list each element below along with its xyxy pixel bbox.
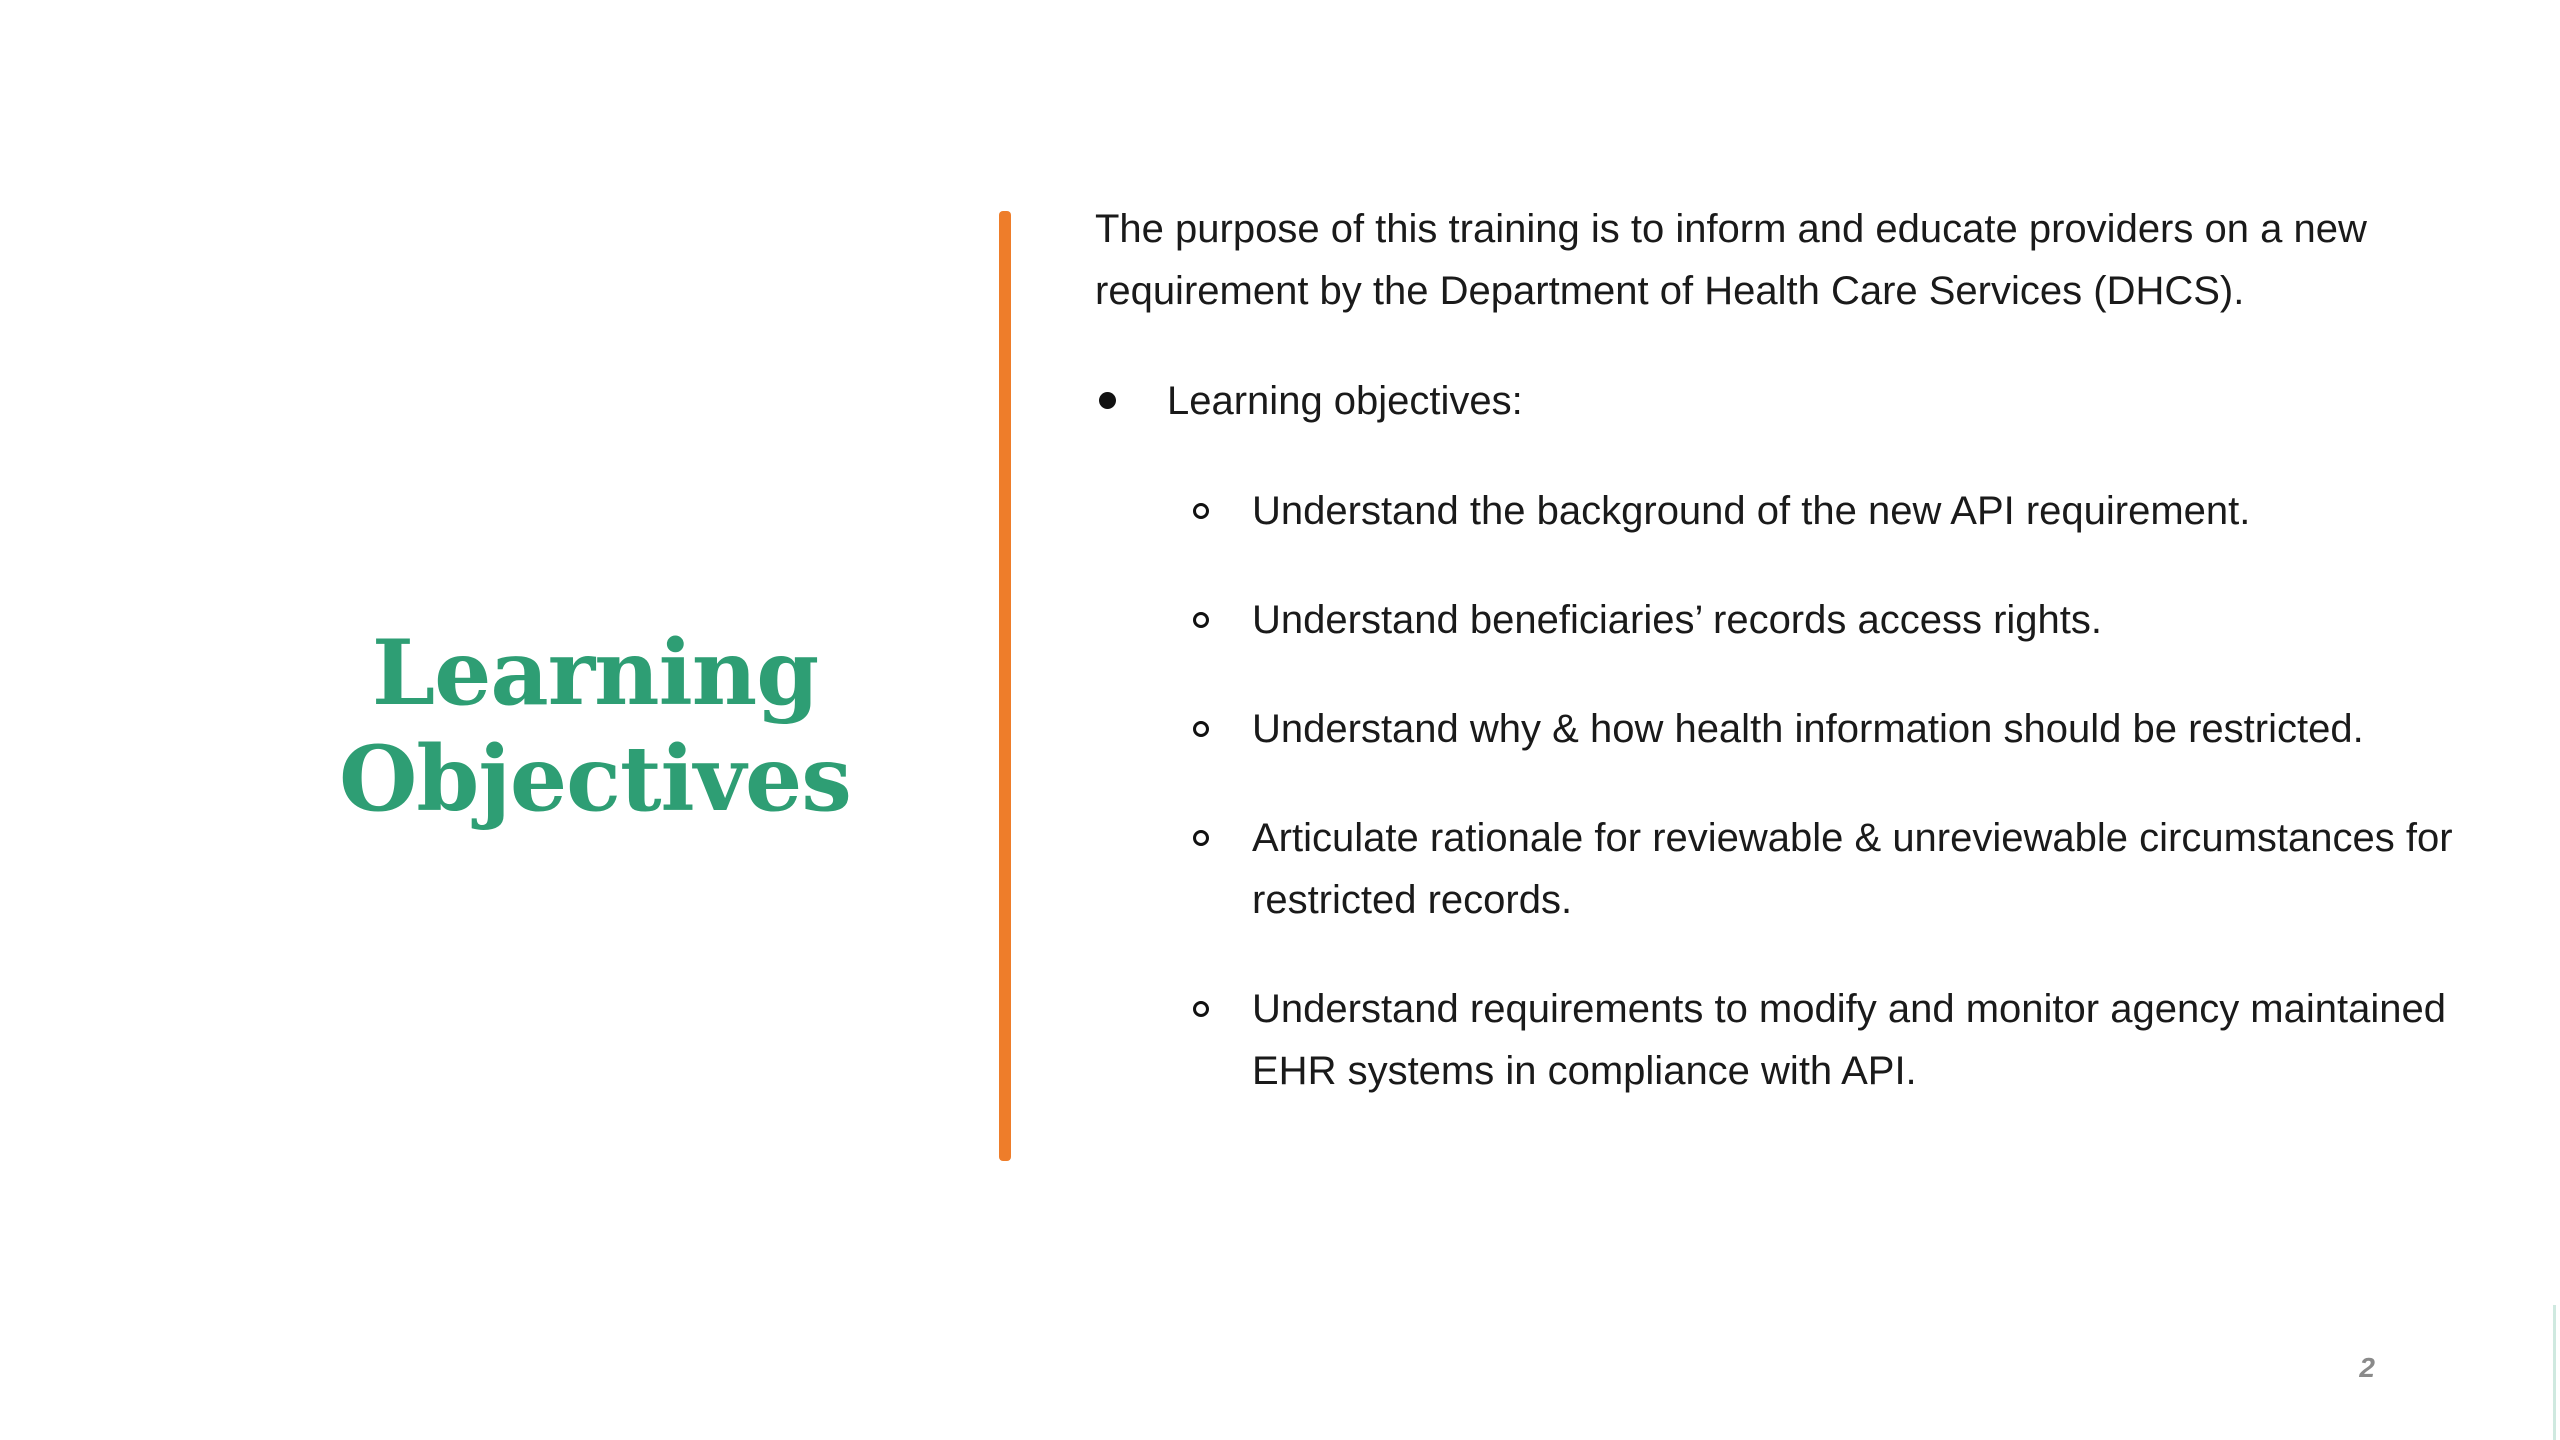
circle-bullet-icon bbox=[1193, 830, 1209, 846]
objective-text: Understand beneficiaries’ records access rights. bbox=[1252, 598, 2103, 642]
bullet-dot-icon bbox=[1099, 392, 1116, 409]
objective-text: Understand why & how health information should be restricted. bbox=[1252, 707, 2364, 751]
circle-bullet-icon bbox=[1193, 503, 1209, 519]
circle-bullet-icon bbox=[1193, 721, 1209, 737]
objective-item bbox=[1095, 978, 2465, 1102]
slide-title bbox=[180, 620, 1010, 832]
slide-body bbox=[1095, 198, 2465, 1102]
edge-divider bbox=[2553, 1305, 2556, 1440]
vertical-divider bbox=[999, 211, 1011, 1161]
page-number: 2 bbox=[2359, 1352, 2375, 1383]
circle-bullet-icon bbox=[1193, 612, 1209, 628]
circle-bullet-icon bbox=[1193, 1001, 1209, 1017]
objective-text: Articulate rationale for reviewable & unreviewable circumstances for restricted records. bbox=[1252, 816, 2453, 922]
bullet-label: Learning objectives: bbox=[1167, 379, 1523, 423]
objective-text: Understand the background of the new API requirement. bbox=[1252, 489, 2251, 533]
objective-item bbox=[1095, 698, 2465, 760]
intro-paragraph: The purpose of this training is to inform and educate providers on a new requirement by the Department of Health Care Services (DHCS). bbox=[1095, 207, 2367, 313]
objective-item bbox=[1095, 589, 2465, 651]
bullet-learning-objectives bbox=[1095, 370, 2465, 432]
objective-item bbox=[1095, 480, 2465, 542]
slide-title-line-2: Objectives bbox=[339, 726, 851, 832]
objectives-list bbox=[1095, 480, 2465, 1102]
slide-title-line-1: Learning bbox=[371, 620, 819, 726]
objective-item bbox=[1095, 807, 2465, 931]
objective-text: Understand requirements to modify and monitor agency maintained EHR systems in compliance with API. bbox=[1252, 987, 2446, 1093]
